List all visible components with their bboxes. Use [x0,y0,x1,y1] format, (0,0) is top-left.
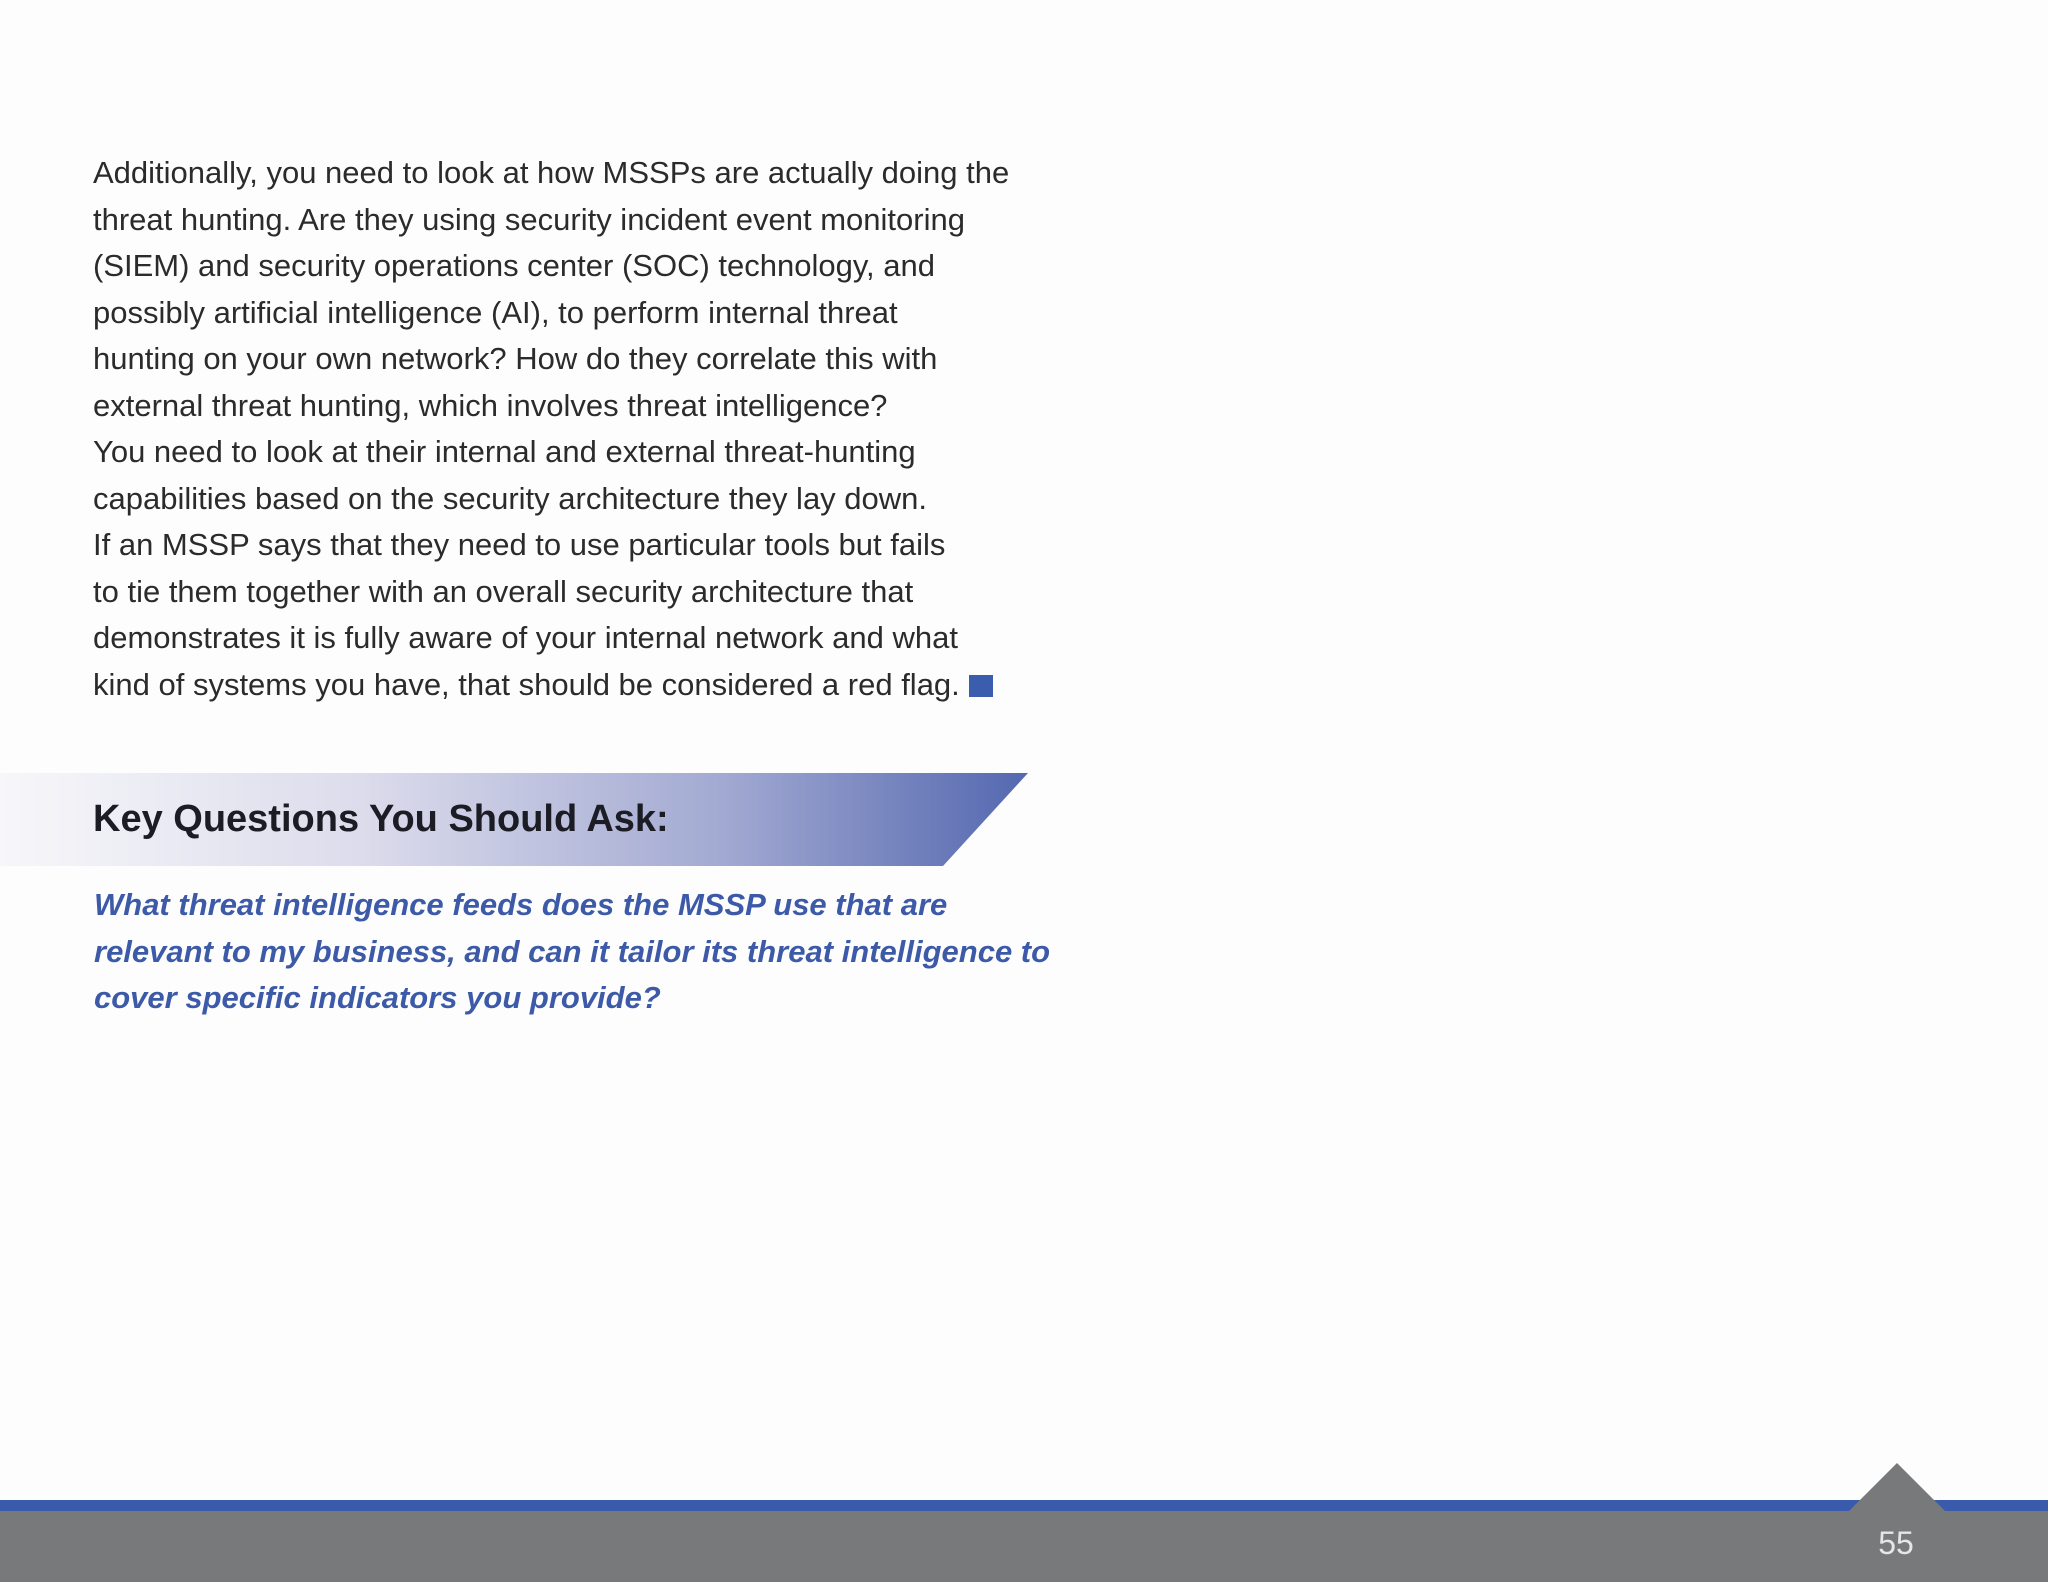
key-questions-banner [0,773,1028,866]
key-questions-heading: Key Questions You Should Ask: [93,798,669,840]
body-line: capabilities based on the security architecture they lay down. [93,480,928,516]
question-line: cover specific indicators you provide? [94,980,661,1015]
body-line: demonstrates it is fully aware of your internal network and what [93,620,958,655]
body-line: (SIEM) and security operations center (SOC) technology, and [93,248,935,283]
body-line: Additionally, you need to look at how MSSPs are actually doing the [93,155,1010,190]
body-line: If an MSSP says that they need to use particular tools but fails [93,527,946,562]
footer-bar [0,1511,2048,1582]
footer-accent-stripe [0,1500,2048,1511]
body-line: hunting on your own network? How do they correlate this with [93,341,938,376]
body-line: to tie them together with an overall security architecture that [93,573,914,609]
body-line: You need to look at their internal and external threat-hunting [93,434,916,469]
page-number: 55 [1878,1525,1914,1561]
page-tab-triangle-icon [1848,1463,1946,1512]
body-line: external threat hunting, which involves threat intelligence? [93,387,888,423]
question-line: What threat intelligence feeds does the MSSP use that are [94,887,948,922]
end-of-article-square-icon [969,675,993,697]
key-question [94,882,1074,1022]
question-line: relevant to my business, and can it tailor its threat intelligence to [94,933,1051,969]
body-paragraph [93,150,1053,708]
body-line-last [93,662,1053,709]
body-line: threat hunting. Are they using security incident event monitoring [93,201,965,237]
body-line-text: kind of systems you have, that should be considered a red flag. [93,666,960,702]
body-line: possibly artificial intelligence (AI), to perform internal threat [93,294,898,330]
